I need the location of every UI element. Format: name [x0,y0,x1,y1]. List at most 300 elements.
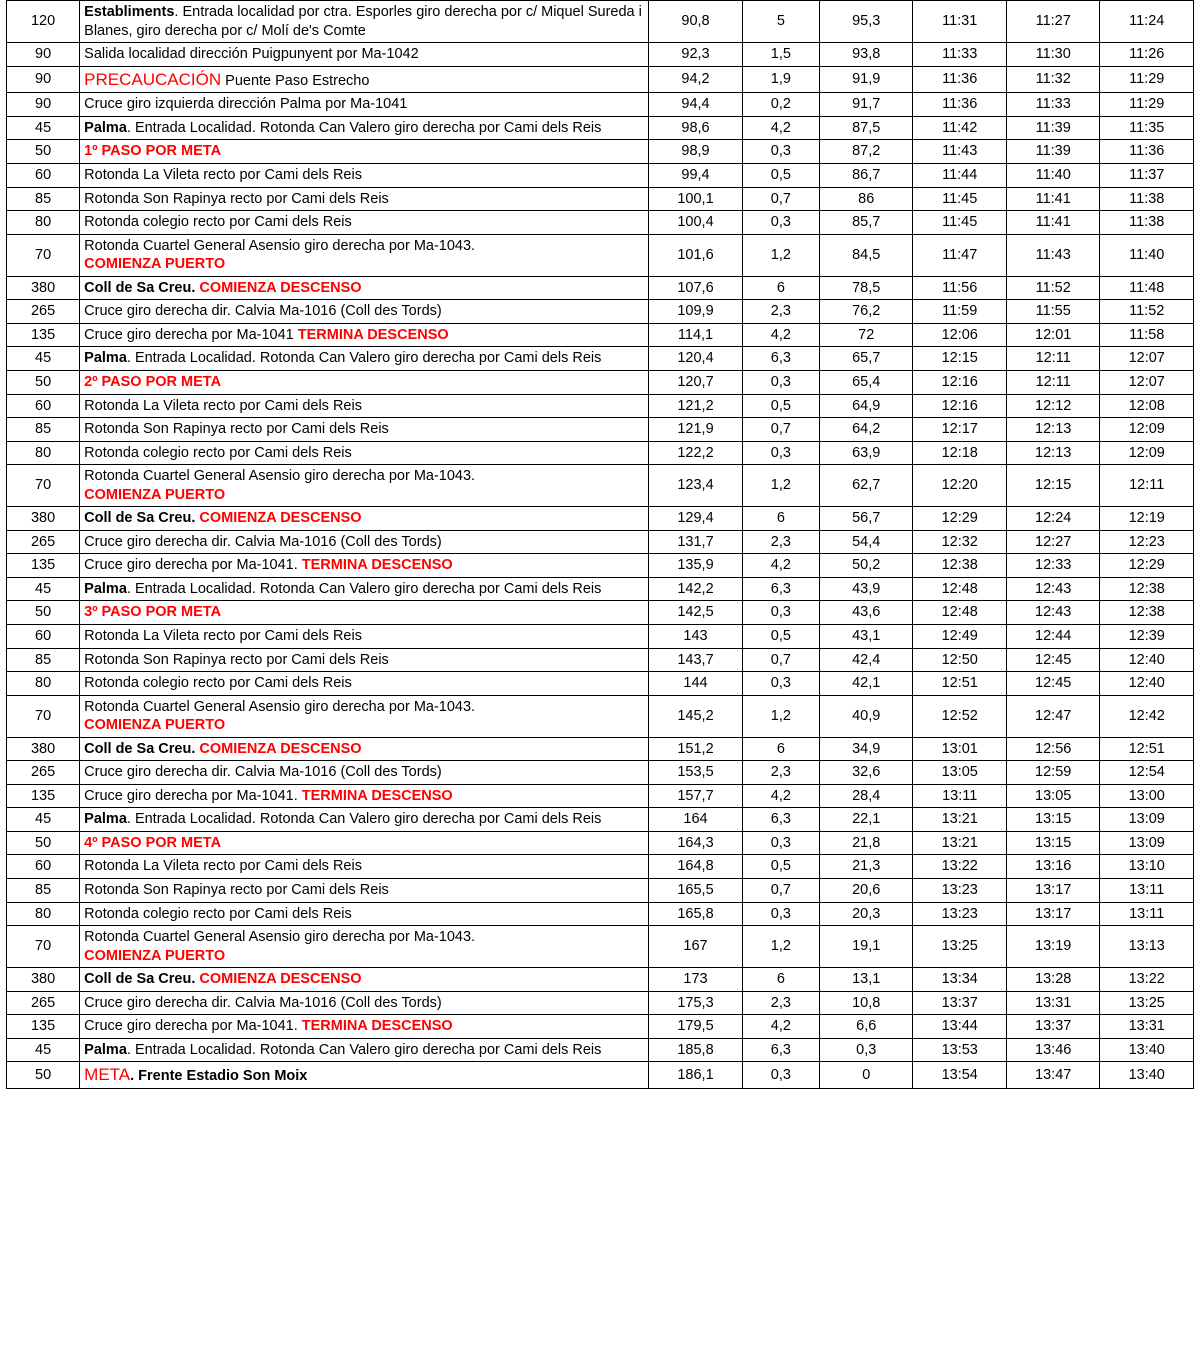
cell-time-3: 13:40 [1100,1038,1194,1062]
cell-description [80,695,649,737]
cell-description [80,187,649,211]
cell-km-remaining: 63,9 [819,441,912,465]
cell-time-1: 12:29 [913,507,1006,531]
description-segment: TERMINA DESCENSO [297,326,449,343]
cell-km-total: 98,6 [649,116,742,140]
cell-km-remaining: 34,9 [819,737,912,761]
cell-km-total: 123,4 [649,465,742,507]
cell-km-total: 90,8 [649,1,742,43]
description-segment: Rotonda Son Rapinya recto por Cami dels Reis [84,421,389,438]
cell-km-remaining: 93,8 [819,43,912,67]
cell-time-1: 11:59 [913,300,1006,324]
cell-partial: 4,2 [742,554,819,578]
cell-description [80,926,649,968]
cell-time-1: 13:54 [913,1062,1006,1089]
description-segment: TERMINA DESCENSO [301,557,453,574]
cell-km-total: 165,8 [649,902,742,926]
cell-altitude: 45 [7,347,80,371]
cell-time-2: 13:15 [1006,831,1099,855]
cell-km-total: 94,4 [649,93,742,117]
table-row [7,370,1194,394]
cell-km-total: 144 [649,672,742,696]
cell-altitude: 50 [7,831,80,855]
cell-km-remaining: 42,4 [819,648,912,672]
cell-time-3: 11:52 [1100,300,1194,324]
cell-time-2: 12:47 [1006,695,1099,737]
description-segment: . Entrada Localidad. Rotonda Can Valero giro derecha por Cami dels Reis [126,580,602,597]
cell-time-3: 12:42 [1100,695,1194,737]
description-segment: Rotonda La Vileta recto por Cami dels Reis [84,397,362,414]
cell-partial: 6,3 [742,577,819,601]
cell-partial: 0,7 [742,648,819,672]
cell-km-total: 135,9 [649,554,742,578]
cell-km-total: 92,3 [649,43,742,67]
description-segment: 3º PASO POR META [84,604,222,621]
table-row [7,530,1194,554]
cell-altitude: 45 [7,577,80,601]
cell-time-3: 12:07 [1100,370,1194,394]
cell-km-remaining: 21,8 [819,831,912,855]
description-segment: 1º PASO POR META [84,143,222,160]
cell-time-2: 13:17 [1006,902,1099,926]
cell-km-total: 114,1 [649,323,742,347]
cell-altitude: 45 [7,1038,80,1062]
cell-time-1: 11:33 [913,43,1006,67]
cell-km-remaining: 19,1 [819,926,912,968]
cell-km-remaining: 43,6 [819,601,912,625]
cell-altitude: 265 [7,761,80,785]
description-segment: Rotonda La Vileta recto por Cami dels Reis [84,858,362,875]
cell-altitude: 265 [7,300,80,324]
table-row [7,187,1194,211]
cell-partial: 1,9 [742,66,819,93]
cell-altitude: 380 [7,968,80,992]
cell-description [80,672,649,696]
cell-time-2: 13:47 [1006,1062,1099,1089]
cell-time-3: 13:09 [1100,831,1194,855]
cell-time-1: 12:38 [913,554,1006,578]
table-row [7,140,1194,164]
table-row [7,624,1194,648]
description-segment: Rotonda colegio recto por Cami dels Reis [84,214,352,231]
roadbook-body [7,1,1194,1089]
cell-time-3: 13:25 [1100,991,1194,1015]
table-row [7,1,1194,43]
cell-km-total: 186,1 [649,1062,742,1089]
description-segment: Rotonda La Vileta recto por Cami dels Reis [84,167,362,184]
description-segment: Palma [84,350,127,367]
cell-altitude: 380 [7,507,80,531]
cell-description [80,276,649,300]
description-segment: Rotonda Cuartel General Asensio giro derecha por Ma-1043. [84,468,476,485]
cell-km-total: 175,3 [649,991,742,1015]
cell-time-2: 11:33 [1006,93,1099,117]
table-row [7,808,1194,832]
description-segment: Coll de Sa Creu. [84,740,196,757]
cell-time-2: 13:19 [1006,926,1099,968]
cell-altitude: 90 [7,43,80,67]
cell-time-1: 12:06 [913,323,1006,347]
cell-time-2: 13:31 [1006,991,1099,1015]
cell-km-remaining: 85,7 [819,211,912,235]
cell-time-2: 12:12 [1006,394,1099,418]
cell-time-3: 11:26 [1100,43,1194,67]
table-row [7,300,1194,324]
cell-description [80,93,649,117]
cell-km-remaining: 95,3 [819,1,912,43]
table-row [7,902,1194,926]
table-row [7,66,1194,93]
cell-partial: 0,7 [742,187,819,211]
cell-altitude: 50 [7,370,80,394]
cell-altitude: 50 [7,140,80,164]
cell-time-1: 13:01 [913,737,1006,761]
cell-altitude: 80 [7,211,80,235]
table-row [7,601,1194,625]
cell-description [80,1062,649,1089]
cell-time-3: 11:48 [1100,276,1194,300]
table-row [7,855,1194,879]
description-segment: Cruce giro derecha por Ma-1041 [84,326,298,343]
cell-description [80,418,649,442]
cell-km-remaining: 86,7 [819,164,912,188]
cell-time-2: 11:27 [1006,1,1099,43]
table-row [7,968,1194,992]
cell-description [80,530,649,554]
cell-altitude: 135 [7,554,80,578]
cell-altitude: 85 [7,878,80,902]
description-segment: Cruce giro derecha dir. Calvia Ma-1016 (Coll des Tords) [84,994,442,1011]
description-segment: PRECAUCACIÓN [84,69,222,89]
cell-km-remaining: 10,8 [819,991,912,1015]
cell-time-2: 12:45 [1006,648,1099,672]
description-segment: TERMINA DESCENSO [301,787,453,804]
cell-time-2: 11:39 [1006,140,1099,164]
cell-km-total: 145,2 [649,695,742,737]
cell-description [80,347,649,371]
cell-km-remaining: 21,3 [819,855,912,879]
cell-km-remaining: 13,1 [819,968,912,992]
cell-km-total: 109,9 [649,300,742,324]
description-segment: TERMINA DESCENSO [301,1018,453,1035]
cell-altitude: 85 [7,418,80,442]
cell-altitude: 70 [7,465,80,507]
cell-time-3: 12:40 [1100,648,1194,672]
cell-time-3: 11:29 [1100,66,1194,93]
cell-km-total: 142,2 [649,577,742,601]
cell-altitude: 85 [7,187,80,211]
cell-description [80,507,649,531]
cell-description [80,601,649,625]
cell-time-3: 11:38 [1100,187,1194,211]
cell-partial: 6 [742,737,819,761]
cell-time-1: 13:37 [913,991,1006,1015]
description-segment: Palma [84,811,127,828]
cell-km-total: 99,4 [649,164,742,188]
description-segment: Cruce giro derecha por Ma-1041. [84,557,302,574]
cell-km-remaining: 0,3 [819,1038,912,1062]
cell-altitude: 70 [7,234,80,276]
cell-altitude: 60 [7,855,80,879]
cell-time-1: 13:22 [913,855,1006,879]
cell-time-1: 13:34 [913,968,1006,992]
table-row [7,1062,1194,1089]
description-segment: Cruce giro derecha por Ma-1041. [84,787,302,804]
description-segment: COMIENZA DESCENSO [195,971,362,988]
cell-km-remaining: 43,1 [819,624,912,648]
cell-partial: 0,3 [742,441,819,465]
cell-km-total: 101,6 [649,234,742,276]
cell-partial: 2,3 [742,761,819,785]
cell-description [80,1015,649,1039]
cell-time-3: 11:35 [1100,116,1194,140]
cell-km-remaining: 76,2 [819,300,912,324]
cell-time-1: 11:44 [913,164,1006,188]
cell-partial: 0,3 [742,1062,819,1089]
cell-partial: 0,5 [742,855,819,879]
cell-partial: 0,3 [742,370,819,394]
description-segment: COMIENZA PUERTO [84,486,226,503]
cell-altitude: 135 [7,1015,80,1039]
cell-time-2: 11:55 [1006,300,1099,324]
description-segment: Palma [84,1041,127,1058]
cell-description [80,1,649,43]
cell-description [80,394,649,418]
cell-altitude: 70 [7,695,80,737]
cell-time-3: 11:40 [1100,234,1194,276]
cell-km-total: 98,9 [649,140,742,164]
cell-time-2: 11:40 [1006,164,1099,188]
cell-time-2: 13:15 [1006,808,1099,832]
cell-time-2: 12:44 [1006,624,1099,648]
cell-km-remaining: 64,9 [819,394,912,418]
table-row [7,1015,1194,1039]
cell-partial: 2,3 [742,530,819,554]
cell-time-2: 13:28 [1006,968,1099,992]
cell-km-total: 121,2 [649,394,742,418]
cell-time-1: 12:50 [913,648,1006,672]
cell-km-total: 151,2 [649,737,742,761]
cell-partial: 0,5 [742,164,819,188]
cell-altitude: 135 [7,323,80,347]
cell-km-remaining: 32,6 [819,761,912,785]
cell-description [80,43,649,67]
cell-time-2: 12:56 [1006,737,1099,761]
cell-time-1: 13:21 [913,808,1006,832]
cell-km-remaining: 43,9 [819,577,912,601]
cell-description [80,211,649,235]
cell-km-remaining: 6,6 [819,1015,912,1039]
cell-km-remaining: 65,4 [819,370,912,394]
cell-description [80,831,649,855]
cell-time-1: 13:23 [913,878,1006,902]
cell-altitude: 380 [7,737,80,761]
cell-time-2: 12:43 [1006,577,1099,601]
cell-partial: 6,3 [742,808,819,832]
cell-time-3: 11:24 [1100,1,1194,43]
cell-description [80,878,649,902]
cell-km-remaining: 28,4 [819,784,912,808]
cell-time-1: 11:47 [913,234,1006,276]
cell-partial: 0,3 [742,140,819,164]
cell-time-1: 12:16 [913,394,1006,418]
table-row [7,784,1194,808]
description-segment: Rotonda Son Rapinya recto por Cami dels Reis [84,651,389,668]
description-segment: Coll de Sa Creu. [84,971,196,988]
cell-km-total: 142,5 [649,601,742,625]
roadbook-table [6,0,1194,1089]
cell-time-2: 11:39 [1006,116,1099,140]
cell-km-remaining: 62,7 [819,465,912,507]
description-segment: Rotonda Cuartel General Asensio giro derecha por Ma-1043. [84,237,476,254]
cell-partial: 5 [742,1,819,43]
cell-time-3: 11:36 [1100,140,1194,164]
cell-time-3: 12:38 [1100,601,1194,625]
cell-km-total: 164 [649,808,742,832]
cell-description [80,300,649,324]
cell-km-total: 165,5 [649,878,742,902]
cell-time-3: 13:22 [1100,968,1194,992]
description-segment: Rotonda Cuartel General Asensio giro derecha por Ma-1043. [84,929,476,946]
cell-partial: 0,3 [742,672,819,696]
cell-description [80,968,649,992]
cell-partial: 1,2 [742,234,819,276]
cell-time-2: 12:45 [1006,672,1099,696]
cell-km-total: 164,3 [649,831,742,855]
cell-altitude: 60 [7,394,80,418]
cell-km-remaining: 22,1 [819,808,912,832]
cell-km-remaining: 56,7 [819,507,912,531]
cell-partial: 1,2 [742,926,819,968]
description-segment: COMIENZA DESCENSO [195,510,362,527]
cell-time-1: 13:21 [913,831,1006,855]
cell-time-2: 12:27 [1006,530,1099,554]
cell-altitude: 60 [7,624,80,648]
table-row [7,465,1194,507]
table-row [7,93,1194,117]
description-segment: Rotonda colegio recto por Cami dels Reis [84,444,352,461]
cell-time-1: 12:49 [913,624,1006,648]
table-row [7,577,1194,601]
cell-time-2: 12:13 [1006,441,1099,465]
cell-partial: 0,3 [742,601,819,625]
cell-time-3: 13:13 [1100,926,1194,968]
cell-time-3: 12:09 [1100,418,1194,442]
cell-altitude: 380 [7,276,80,300]
cell-km-remaining: 40,9 [819,695,912,737]
description-segment: Establiments [84,4,175,20]
cell-time-3: 12:54 [1100,761,1194,785]
description-segment: Rotonda Son Rapinya recto por Cami dels Reis [84,881,389,898]
cell-km-remaining: 87,2 [819,140,912,164]
cell-altitude: 45 [7,808,80,832]
cell-km-remaining: 87,5 [819,116,912,140]
cell-altitude: 120 [7,1,80,43]
cell-partial: 4,2 [742,784,819,808]
cell-time-2: 12:33 [1006,554,1099,578]
cell-partial: 6 [742,507,819,531]
description-segment: Rotonda Cuartel General Asensio giro derecha por Ma-1043. [84,698,476,715]
cell-km-remaining: 91,7 [819,93,912,117]
cell-km-remaining: 72 [819,323,912,347]
cell-altitude: 80 [7,441,80,465]
cell-altitude: 265 [7,991,80,1015]
cell-description [80,761,649,785]
cell-altitude: 45 [7,116,80,140]
description-segment: . Frente Estadio Son Moix [130,1068,308,1085]
description-segment: Puente Paso Estrecho [221,72,370,89]
table-row [7,276,1194,300]
cell-partial: 0,7 [742,418,819,442]
description-segment: Palma [84,580,127,597]
cell-km-remaining: 0 [819,1062,912,1089]
table-row [7,761,1194,785]
cell-time-1: 13:11 [913,784,1006,808]
table-row [7,347,1194,371]
cell-description [80,116,649,140]
cell-km-total: 164,8 [649,855,742,879]
cell-time-1: 11:43 [913,140,1006,164]
cell-km-total: 100,1 [649,187,742,211]
description-segment: Coll de Sa Creu. [84,279,196,296]
cell-description [80,323,649,347]
cell-km-total: 143 [649,624,742,648]
description-segment: . Entrada Localidad. Rotonda Can Valero giro derecha por Cami dels Reis [126,1041,602,1058]
cell-time-2: 11:30 [1006,43,1099,67]
cell-time-3: 12:09 [1100,441,1194,465]
cell-time-2: 13:46 [1006,1038,1099,1062]
cell-partial: 0,5 [742,624,819,648]
cell-partial: 0,2 [742,93,819,117]
cell-partial: 1,5 [742,43,819,67]
cell-km-remaining: 91,9 [819,66,912,93]
description-segment: META [84,1065,131,1085]
description-segment: Palma [84,119,127,136]
cell-description [80,66,649,93]
cell-time-1: 13:23 [913,902,1006,926]
cell-time-1: 11:36 [913,66,1006,93]
cell-description [80,234,649,276]
cell-km-remaining: 20,6 [819,878,912,902]
table-row [7,878,1194,902]
cell-time-3: 12:08 [1100,394,1194,418]
cell-partial: 0,5 [742,394,819,418]
cell-altitude: 50 [7,1062,80,1089]
table-row [7,695,1194,737]
table-row [7,991,1194,1015]
cell-time-1: 12:15 [913,347,1006,371]
cell-description [80,784,649,808]
cell-time-1: 11:31 [913,1,1006,43]
cell-km-total: 122,2 [649,441,742,465]
cell-km-total: 120,4 [649,347,742,371]
cell-description [80,648,649,672]
table-row [7,323,1194,347]
description-segment: Cruce giro derecha por Ma-1041. [84,1018,302,1035]
description-segment: COMIENZA PUERTO [84,717,226,734]
cell-km-remaining: 84,5 [819,234,912,276]
cell-partial: 1,2 [742,465,819,507]
table-row [7,554,1194,578]
cell-km-total: 121,9 [649,418,742,442]
cell-partial: 6,3 [742,347,819,371]
cell-partial: 6 [742,968,819,992]
table-row [7,507,1194,531]
cell-description [80,465,649,507]
cell-time-3: 13:40 [1100,1062,1194,1089]
description-segment: . Entrada Localidad. Rotonda Can Valero giro derecha por Cami dels Reis [126,119,602,136]
cell-time-1: 12:32 [913,530,1006,554]
